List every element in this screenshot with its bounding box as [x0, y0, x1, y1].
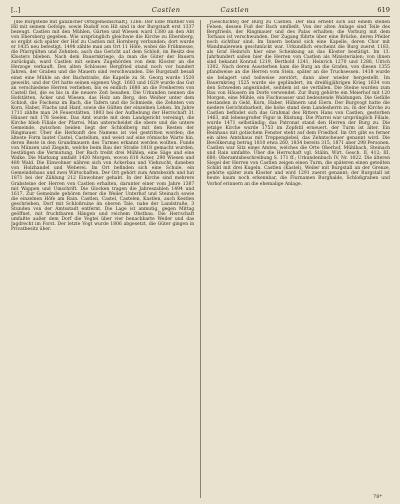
- column-rule: [200, 20, 201, 498]
- right-column: [207, 20, 390, 498]
- header-left-mark: [..]: [11, 6, 21, 14]
- running-title-left: Castlen: [151, 6, 181, 14]
- page-header: [11, 6, 390, 17]
- right-column-text: [Geschichte] der Burg zu Castlen. Der Bau erhebt sich auf einem steilen Felsen, dessen Fuß der Bach umfließt. Von der alten Anlage sind Teile des Bergfrieds, der Ringmauer und des Palas erhalten; die Vorburg mit dem Torhaus ist verschwunden. Der Zugang führte über eine Brücke, deren Pfeiler noch sichtbar sind. Im Innern befand sich eine Kapelle, deren Chor mit Wandmalereien geschmückt war. Urkundlich erscheint die Burg zuerst 1183, als Graf Heinrich hier eine Schenkung an das Kloster bestätigt. Im 13. Jahrhundert saßen hier die Herren von Castlen als Ministerialen; von ihnen sind bekannt Konrad 1219, Berthold 1241, Heinrich 1270 und 1288, Ulrich 1302. Nach deren Aussterben kam die Burg an die Grafen, von diesen 1355 pfandweise an die Herren vom Stein, später an die Truchsessen. 1418 wurde sie belagert und teilweise zerstört, dann aber wieder hergestellt. Im Bauernkrieg 1525 wurde sie geplündert, im dreißigjährigen Krieg 1634 von den Schweden angezündet, seitdem ist sie verfallen. Die Steine wurden zum Bau von Häusern im Dorfe verwendet. Zur Burg gehörte ein Meierhof mit 120 Morgen, eine Mühle, ein Fischwasser und bedeutende Waldungen. Die Gefälle bestanden in Geld, Korn, Haber, Hühnern und Eiern. Der Burgvogt hatte die niedere Gerichtsbarkeit, die hohe stand dem Landesherrn zu. In der Kirche zu Castlen befindet sich das Grabmal des Ritters Hans von Castlen, gestorben 1463, mit lebensgroßer Figur in Rüstung. Die Pfarrei war ursprünglich Filiale, wurde 1471 selbständig; das Patronat stand den Herren der Burg zu. Die jetzige Kirche wurde 1753 im Zopfstil erneuert, der Turm ist älter. Ein Beinhaus mit gotischem Fenster steht auf dem Friedhof. Im Ort gibt es ferner ein altes Amtshaus mit Treppengiebel, das Zehntscheuer genannt wird. Die Bevölkerung betrug 1810 etwa 260, 1834 bereits 315, 1871 aber 298 Personen. Castlen war Sitz eines Amtes, welches die Orte Oberhof, Mühlbach, Steinach und Rain umfaßte. Über die Herrschaft vgl. Stälin, Wirt. Gesch. II, 412; III, 680; Oberamtsbeschreibung S. 171 ff.; Urkundenbuch IV, Nr. 1022. Die älteren Siegel der Herren von Castlen zeigen einen Turm, die späteren einen geteilten Schild mit drei Kugeln. Castlen (Kastel), Weiler mit Burgstall an der Grenze, gehörte später zum Kloster und wird 1291 zuerst genannt; der Burgstall ist heute kaum noch erkennbar, die Flurnamen Burghalde, Schloßgraben und Vorhof erinnern an die ehemalige Anlage.: [206, 20, 390, 187]
- running-titles: [152, 6, 250, 14]
- page-number: 619: [377, 6, 390, 14]
- running-title-right: Castlen: [220, 6, 250, 14]
- left-column-text: [die Burgstelle mit gänzlicher Ortsgemeinschaft]. 1266: Der Edle Walther von Hil mit seinem Gefolge, sowie Rudolf von Hil sind in der Burgstadt erst 1337 bezeugt. Castlen mit den Mühlen, Gärten und Wiesen ward 1380 an den Abt von Ebersberg gegeben. Wie ursprünglich gleichwie die Kirche zu Ebersberg, so ergibt sich später der Hof zu Castlen mit Hornberg verbunden; dort wurde er 1435 neu befestigt. 1498 zählte man am Ort 11 Höfe, wobei die Frühmesse, die Pfarrgülten und Zehnten, auch das Gericht auf dem Schloß, im Besitz des Klosters blieben. Nach dem Bauernkriege, da man die Güter der Bauern zurückgab, ward Castlen mit seinen Zugehörden von dem Kloster an die Herzoge verkauft. Des alten Schlosses Bergfried stand noch vor hundert Jahren, der Graben und die Mauern sind verschwunden. Die Burgstadt besaß einst eine Mühle an der Bachstraße, die Kapelle zu St. Georg wurde 1520 geweiht, und der Ort hatte seinen eigenen Vogt. 1603 und 1629 wurde das Gut an verschiedene Herren verliehen, bis es endlich 1680 an die Freiherren von Castell fiel, die es bis in die neuere Zeit besaßen. Die Urkunden nennen die Hofstätten, Äcker und Wiesen, das Holz am Berg, den Weiher unter dem Schloß, die Fischenz im Bach, die Tafern und die Schmiede, die Zehnten von Korn, Haber, Flachs und Hanf, sowie die Gülten der einzelnen Lehen. Im Jahre 1711 zählte man 24 Feuerstätten, 1803 bei der Aufhebung der Herrschaft 31 Häuser mit 178 Seelen. Das Amt wurde mit dem Landgericht vereinigt, die Kirche blieb Filiale der Pfarrei. Man unterscheidet die obere und die untere Gemeinde, zwischen beiden liegt der Schloßberg mit den Resten der Ringmauer. Über die Herkunft des Namens ist viel gestritten worden; die älteste Form lautet Castel, Castellum, und weist auf eine römische Warte hin, deren Reste in den Grundmauern des Turmes erkannt werden wollten. Funde von Münzen und Ziegeln, welche beim Bau der Straße 1818 gemacht wurden, bestätigen die Vermutung. Der Bach treibt drei Mühlen, eine Säge und eine Walke. Die Markung umfaßt 1420 Morgen, wovon 610 Äcker, 290 Wiesen und 480 Wald. Die Einwohner nähren sich von Ackerbau und Viehzucht, daneben von Holzhandel und Weberei. Im Ort befinden sich eine Schule, ein Gemeindehaus und zwei Wirtschaften. Der Ort gehört zum Amtsbezirk und hat 1871 bei der Zählung 212 Einwohner gehabt. In der Kirche sind mehrere Grabsteine der Herren von Castlen erhalten, darunter einer vom Jahre 1387 mit Wappen und Umschrift. Die Glocken tragen die Jahreszahlen 1494 und 1617. Zur Gemeinde gehören ferner die Weiler Unterhof und Steinach sowie die einzelnen Höfe am Rain. Castlen, Castel, Castelen, Kastlen, auch Kestlen geschrieben, Dorf mit Schloßruine im oberen Tale, nahe der Landstraße, 3 Stunden von der Amtsstadt entfernt. Die Lage ist anmutig, gegen Mittag geöffnet, mit fruchtbaren Hängen und reichem Obstbau. Die Herrschaft umfaßte außer dem Dorf die Vogtei über vier benachbarte Weiler und das Jagdrecht im Forst. Der letzte Vogt wurde 1806 abgesetzt, die Güter gingen in Privatbesitz über.: [11, 20, 195, 232]
- text-columns: [11, 20, 390, 498]
- signature-mark: 78*: [373, 494, 382, 500]
- left-column: [11, 20, 194, 498]
